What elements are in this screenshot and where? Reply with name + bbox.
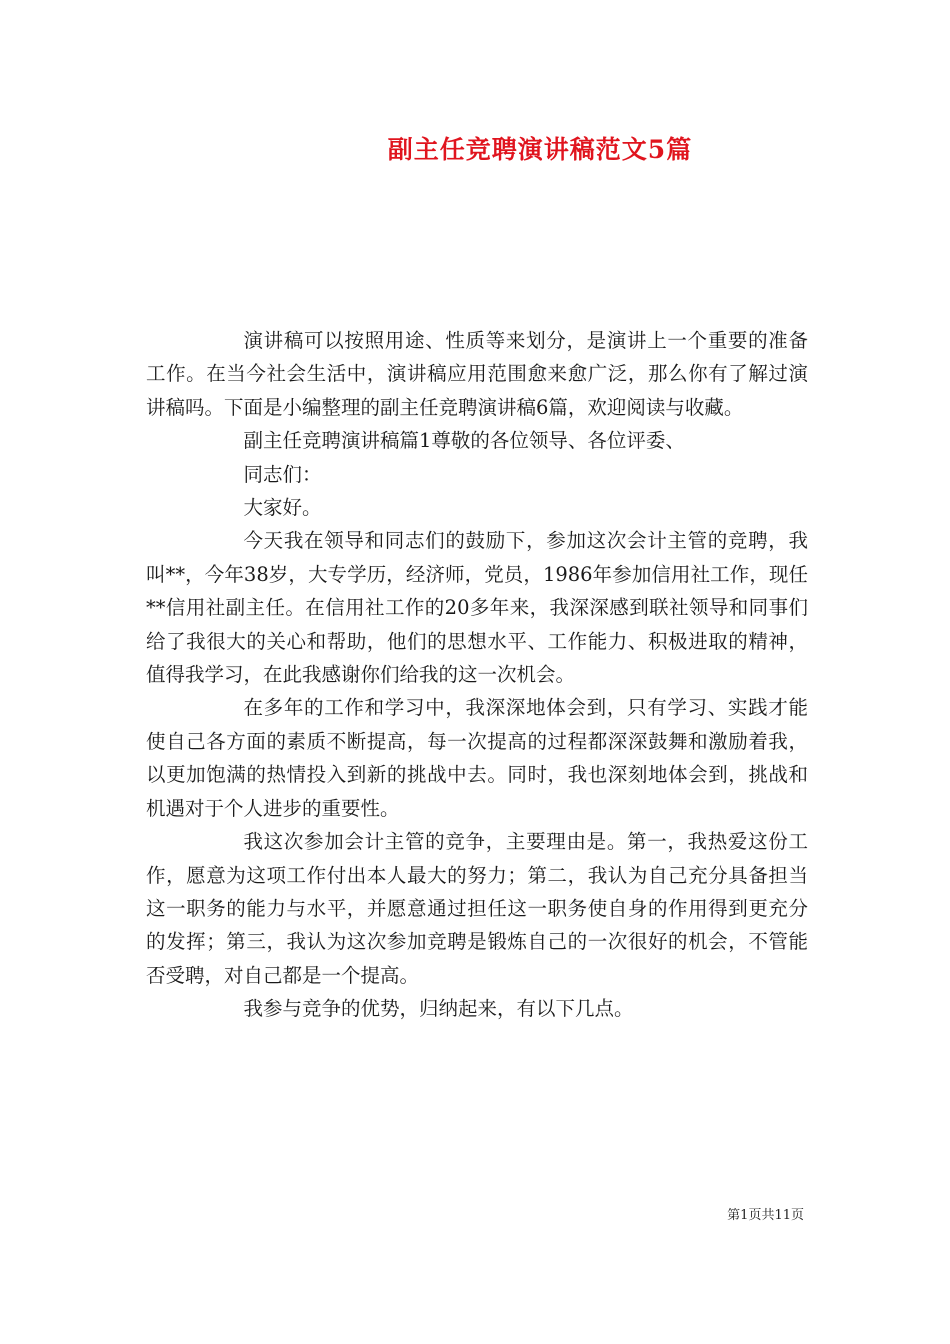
- paragraph-advantages: 我参与竞争的优势，归纳起来，有以下几点。: [243, 997, 634, 1021]
- paragraph-speech-heading: 副主任竞聘演讲稿篇1尊敬的各位领导、各位评委、: [243, 429, 685, 453]
- paragraph-greeting: 大家好。: [243, 496, 322, 520]
- paragraph-reasons: 我这次参加会计主管的竞争，主要理由是。第一，我热爱这份工作，愿意为这项工作付出本人最大的努力；第二，我认为自己充分具备担当这一职务的能力与水平，并愿意通过担任这一职务使自身的作用得到更充分的发挥；第三，我认为这次参加竞聘是锻炼自己的一次很好的机会，不管能否受聘，对自己都是一个提高。: [146, 830, 808, 987]
- paragraph-experience: 在多年的工作和学习中，我深深地体会到，只有学习、实践才能使自己各方面的素质不断提高，每一次提高的过程都深深鼓舞和激励着我，以更加饱满的热情投入到新的挑战中去。同时，我也深刻地体会到，挑战和机遇对于个人进步的重要性。: [146, 696, 808, 820]
- document-title: 副主任竞聘演讲稿范文5篇: [387, 135, 693, 164]
- page-number: 第1页共11页: [727, 1208, 804, 1223]
- document-body: [146, 324, 808, 1026]
- paragraph-self-intro: 今天我在领导和同志们的鼓励下，参加这次会计主管的竞聘，我叫**，今年38岁，大专学历，经济师，党员，1986年参加信用社工作，现任**信用社副主任。在信用社工作的20多年来，我深深感到联社领导和同事们给了我很大的关心和帮助，他们的思想水平、工作能力、积极进取的精神，值得我学习，在此我感谢你们给我的这一次机会。: [146, 529, 808, 687]
- paragraph-salutation: 同志们：: [243, 462, 322, 486]
- paragraph-intro: 演讲稿可以按照用途、性质等来划分，是演讲上一个重要的准备工作。在当今社会生活中，演讲稿应用范围愈来愈广泛，那么你有了解过演讲稿吗。下面是小编整理的副主任竞聘演讲稿6篇，欢迎阅读与收藏。: [146, 329, 808, 419]
